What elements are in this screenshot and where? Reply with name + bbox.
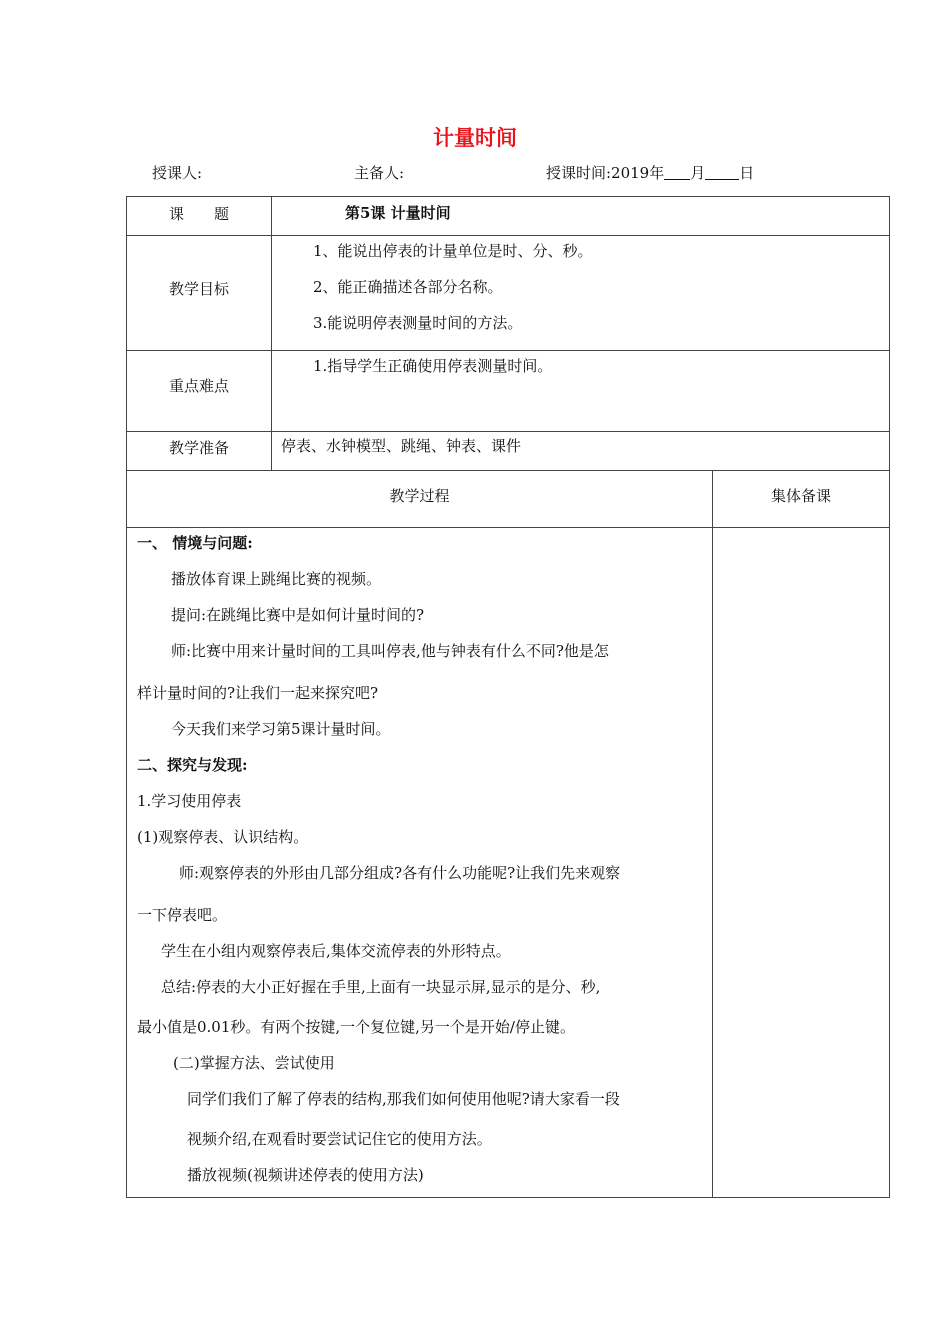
date-field: [546, 162, 754, 183]
preparer-label: 主备人:: [354, 164, 405, 182]
key-points-value: 1.指导学生正确使用停表测量时间。: [313, 357, 553, 375]
paragraph: 学生在小组内观察停表后,集体交流停表的外形特点。: [161, 942, 511, 960]
teacher-label: 授课人:: [152, 164, 203, 182]
month-blank: [664, 164, 690, 180]
paragraph: 师:比赛中用来计量时间的工具叫停表,他与钟表有什么不同?他是怎: [171, 642, 609, 660]
topic-value: 第5课 计量时间: [345, 204, 451, 222]
subheading: (1)观察停表、认识结构。: [137, 828, 309, 846]
process-content-row: [126, 527, 890, 1198]
day-blank: [705, 164, 739, 180]
section-heading: 二、探究与发现:: [137, 756, 248, 774]
prep-label: 教学准备: [168, 439, 229, 457]
objective-item: 3.能说明停表测量时间的方法。: [313, 314, 523, 332]
objective-item: 1、能说出停表的计量单位是时、分、秒。: [313, 242, 593, 260]
key-points-label: 重点难点: [168, 377, 229, 395]
objective-item: 2、能正确描述各部分名称。: [313, 278, 503, 296]
page-title: 计量时间: [433, 126, 517, 150]
paragraph: 样计量时间的?让我们一起来探究吧?: [137, 684, 379, 702]
subheading: (二)掌握方法、尝试使用: [173, 1054, 335, 1072]
paragraph: 视频介绍,在观看时要尝试记住它的使用方法。: [187, 1130, 492, 1148]
paragraph: 提问:在跳绳比赛中是如何计量时间的?: [171, 606, 425, 624]
collective-label: 集体备课: [770, 487, 831, 505]
paragraph: 师:观察停表的外形由几部分组成?各有什么功能呢?让我们先来观察: [179, 864, 621, 882]
date-label: 授课时间:2019年: [546, 164, 665, 182]
section-heading: 一、 情境与问题:: [137, 534, 253, 552]
paragraph: 今天我们来学习第5课计量时间。: [171, 720, 391, 738]
key-points-row: [126, 350, 890, 432]
prep-row: [126, 431, 890, 471]
paragraph: 播放体育课上跳绳比赛的视频。: [171, 570, 382, 588]
month-label: 月: [690, 164, 706, 182]
objectives-row: [126, 235, 890, 351]
topic-label: 课 题: [168, 205, 229, 223]
subheading: 1.学习使用停表: [137, 792, 242, 810]
paragraph: 总结:停表的大小正好握在手里,上面有一块显示屏,显示的是分、秒,: [161, 978, 601, 996]
paragraph: 最小值是0.01秒。有两个按键,一个复位键,另一个是开始/停止键。: [137, 1018, 575, 1036]
process-header-row: [126, 470, 890, 528]
paragraph: 同学们我们了解了停表的结构,那我们如何使用他呢?请大家看一段: [187, 1090, 620, 1108]
objectives-label: 教学目标: [168, 280, 229, 298]
paragraph: 一下停表吧。: [137, 906, 228, 924]
process-label: 教学过程: [389, 487, 450, 505]
topic-row: [126, 196, 890, 236]
day-label: 日: [739, 164, 755, 182]
prep-value: 停表、水钟模型、跳绳、钟表、课件: [281, 437, 522, 455]
paragraph: 播放视频(视频讲述停表的使用方法): [187, 1166, 424, 1184]
